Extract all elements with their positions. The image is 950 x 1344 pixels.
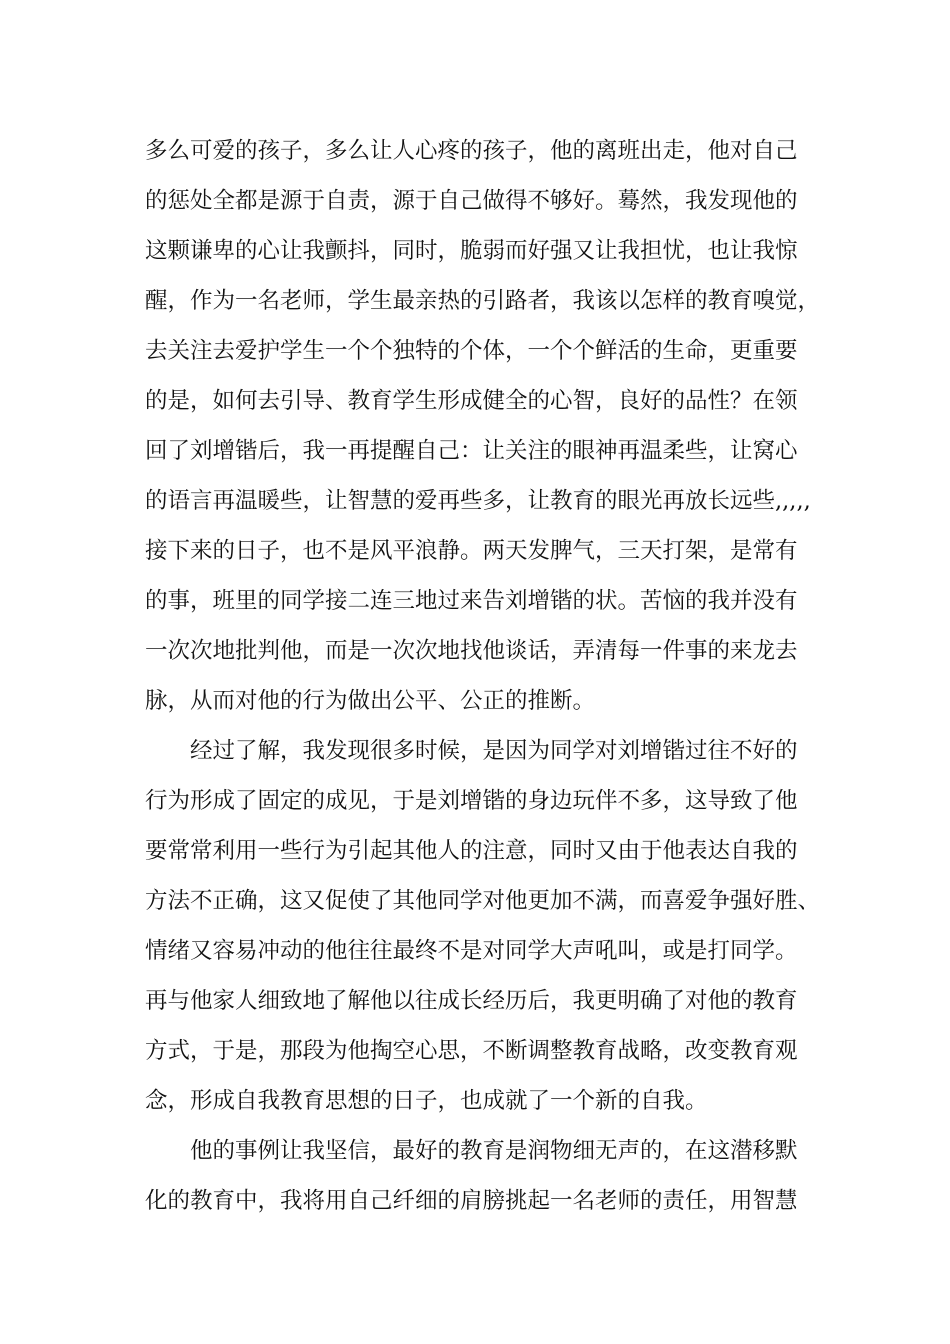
text-line: 脉，从而对他的行为做出公平、公正的推断。: [145, 688, 596, 714]
text-line: 的是，如何去引导、教育学生形成健全的心智，良好的品性？在领: [145, 388, 798, 414]
text-line: 要常常利用一些行为引起其他人的注意，同时又由于他表达自我的: [145, 838, 798, 864]
text-line: 化的教育中，我将用自己纤细的肩膀挑起一名老师的责任，用智慧: [145, 1188, 798, 1214]
text-line: 的惩处全都是源于自责，源于自己做得不够好。蓦然，我发现他的: [145, 188, 798, 214]
paragraph-first-line: 他的事例让我坚信，最好的教育是润物细无声的，在这潜移默: [190, 1138, 798, 1164]
paragraph-first-line: 经过了解，我发现很多时候，是因为同学对刘增锴过往不好的: [190, 738, 798, 764]
text-line: 情绪又容易冲动的他往往最终不是对同学大声吼叫，或是打同学。: [145, 938, 798, 964]
text-line: 的语言再温暖些，让智慧的爱再些多，让教育的眼光再放长远些,,,,,: [145, 488, 811, 514]
text-line: 去关注去爱护学生一个个独特的个体，一个个鲜活的生命，更重要: [145, 338, 798, 364]
text-line: 方式，于是，那段为他掏空心思，不断调整教育战略，改变教育观: [145, 1038, 798, 1064]
text-line: 再与他家人细致地了解他以往成长经历后，我更明确了对他的教育: [145, 988, 798, 1014]
text-line: 醒，作为一名老师，学生最亲热的引路者，我该以怎样的教育嗅觉，: [145, 288, 821, 314]
text-line: 这颗谦卑的心让我颤抖，同时，脆弱而好强又让我担忧，也让我惊: [145, 238, 798, 264]
text-line: 接下来的日子，也不是风平浪静。两天发脾气，三天打架，是常有: [145, 538, 798, 564]
text-line: 方法不正确，这又促使了其他同学对他更加不满，而喜爱争强好胜、: [145, 888, 821, 914]
text-line: 一次次地批判他，而是一次次地找他谈话，弄清每一件事的来龙去: [145, 638, 798, 664]
text-line: 多么可爱的孩子，多么让人心疼的孩子，他的离班出走，他对自己: [145, 138, 798, 164]
text-line: 行为形成了固定的成见，于是刘增锴的身边玩伴不多，这导致了他: [145, 788, 798, 814]
text-line: 的事，班里的同学接二连三地过来告刘增锴的状。苦恼的我并没有: [145, 588, 798, 614]
text-line: 念，形成自我教育思想的日子，也成就了一个新的自我。: [145, 1088, 708, 1114]
text-line: 回了刘增锴后，我一再提醒自己：让关注的眼神再温柔些，让窝心: [145, 438, 798, 464]
